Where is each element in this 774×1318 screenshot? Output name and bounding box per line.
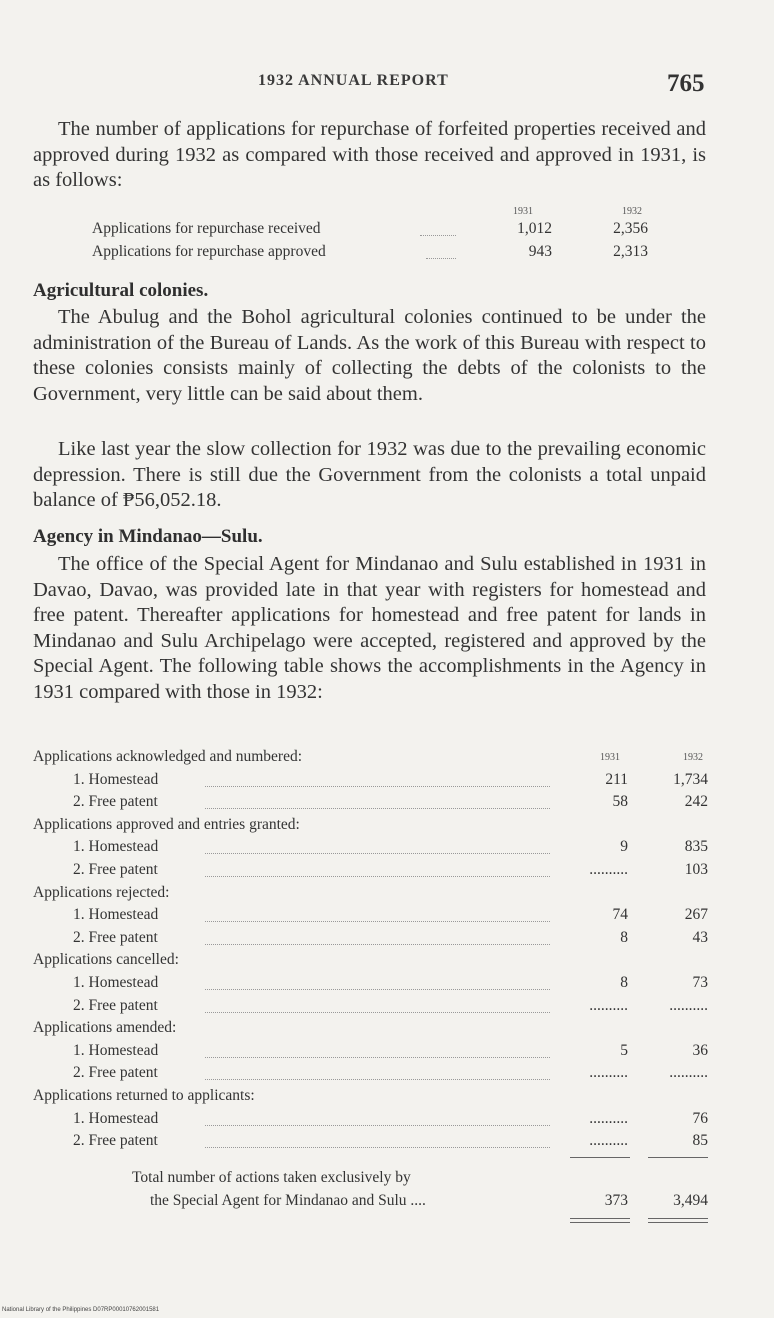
leader-dots [205, 1147, 550, 1148]
table-row [0, 906, 774, 928]
total-label-line2: the Special Agent for Mindanao and Sulu .... [150, 1192, 426, 1209]
value-1932: 1,734 [673, 770, 708, 788]
value-1932: 36 [692, 1041, 708, 1059]
table-row [0, 974, 774, 996]
value-1932: 76 [692, 1109, 708, 1127]
table-row [0, 1110, 774, 1132]
repurchase-value-1932: 2,313 [613, 243, 648, 260]
value-1932: 43 [692, 928, 708, 946]
double-rule-1931 [570, 1222, 630, 1223]
double-rule-1931 [570, 1218, 630, 1219]
leader-dots [205, 989, 550, 990]
value-1931: .......... [589, 996, 628, 1014]
total-value-1931: 373 [604, 1192, 628, 1209]
value-1931: 211 [605, 770, 628, 788]
repurchase-value-1931: 1,012 [517, 220, 552, 237]
value-1932: 267 [684, 906, 708, 924]
group-title-text: Applications returned to applicants: [33, 1087, 255, 1104]
intro-text: The number of applications for repurchase of forfeited properties received and approved during 1932 as compared with those received and approved in 1931, is as follows: [33, 118, 706, 191]
agency-paragraph [33, 552, 706, 705]
leader-dots [205, 786, 550, 787]
row-label: 1. Homestead [73, 770, 159, 788]
leader-dots [205, 1125, 550, 1126]
agri-paragraph-2 [33, 437, 706, 514]
value-1932: 103 [684, 861, 708, 878]
value-1931: 8 [620, 974, 628, 991]
total-rule-1931 [570, 1157, 630, 1158]
table-row [0, 929, 774, 951]
group-title-text: Applications acknowledged and numbered: [33, 748, 303, 765]
value-1932: 73 [692, 974, 708, 991]
group-title-text: Applications amended: [33, 1019, 177, 1037]
total-row-line2 [0, 1192, 774, 1214]
row-label: 1. Homestead [73, 838, 159, 856]
leader-dots [205, 1012, 550, 1013]
repurchase-label: Applications for repurchase approved [92, 243, 326, 260]
double-rule-1932 [648, 1222, 708, 1223]
table-group-title [0, 884, 774, 906]
group-title-text: Applications rejected: [33, 883, 170, 901]
row-label: 1. Homestead [73, 1109, 159, 1127]
row-label: 2. Free patent [73, 793, 158, 811]
repurchase-value-1932: 2,356 [613, 220, 648, 237]
value-1931: .......... [589, 1064, 628, 1082]
row-label: 1. Homestead [73, 974, 159, 991]
agri-paragraph-1 [33, 305, 706, 407]
row-label: 2. Free patent [73, 1132, 158, 1150]
leader-dots [205, 944, 550, 945]
table-row [0, 1132, 774, 1154]
value-1931: .......... [589, 1132, 628, 1150]
row-label: 2. Free patent [73, 996, 158, 1014]
value-1931: 5 [620, 1041, 628, 1059]
table-group-title [0, 1087, 774, 1109]
value-1931: .......... [589, 1109, 628, 1127]
table-row [0, 997, 774, 1019]
table-row [0, 771, 774, 793]
table-year-1932: 1932 [683, 752, 703, 763]
row-label: 2. Free patent [73, 1064, 158, 1082]
total-rule-1932 [648, 1157, 708, 1158]
repurchase-year-1932: 1932 [622, 206, 642, 217]
repurchase-row [0, 220, 774, 242]
table-year-1931: 1931 [600, 752, 620, 763]
row-label: 2. Free patent [73, 928, 158, 946]
total-row-line1 [0, 1169, 774, 1191]
row-label: 1. Homestead [73, 906, 159, 924]
value-1932: 242 [684, 793, 708, 811]
group-title-text: Applications approved and entries granted: [33, 815, 300, 833]
group-title-text: Applications cancelled: [33, 951, 179, 969]
value-1932: .......... [669, 996, 708, 1014]
library-credit: National Library of the Philippines D07RP00010762001581 [2, 1307, 160, 1313]
page-number: 765 [667, 70, 705, 97]
repurchase-label: Applications for repurchase received [92, 220, 321, 237]
value-1931: 74 [612, 906, 628, 924]
total-value-1932: 3,494 [673, 1192, 708, 1209]
table-row [0, 1042, 774, 1064]
table-group-title [0, 1019, 774, 1041]
repurchase-row [0, 243, 774, 265]
value-1931: 8 [620, 928, 628, 946]
row-label: 1. Homestead [73, 1041, 159, 1059]
leader-dots [205, 921, 550, 922]
value-1931: 58 [612, 793, 628, 811]
table-row [0, 1064, 774, 1086]
table-row [0, 838, 774, 860]
leader-dots [205, 853, 550, 854]
leader-dots [205, 1079, 550, 1080]
section-heading-agency: Agency in Mindanao—Sulu. [33, 526, 263, 547]
intro-paragraph [33, 117, 706, 194]
value-1932: 835 [684, 838, 708, 856]
table-group-title [0, 951, 774, 973]
value-1931: 9 [620, 838, 628, 856]
agri-text-2: Like last year the slow collection for 1932 was due to the prevailing economic depression. There is still due the Government from the colonists a total unpaid balance of ₱56,052.18. [33, 438, 706, 511]
table-row [0, 861, 774, 883]
section-heading-agricultural-colonies: Agricultural colonies. [33, 280, 209, 301]
value-1932: 85 [692, 1132, 708, 1150]
agri-text-1: The Abulug and the Bohol agricultural colonies continued to be under the administration of the Bureau of Lands. As the work of this Bureau with respect to these colonies consists mainly of collecting the debts of the colonists to the Government, very little can be said about them. [33, 306, 706, 405]
row-label: 2. Free patent [73, 861, 158, 878]
total-label-line1: Total number of actions taken exclusively by [132, 1169, 411, 1186]
repurchase-year-1931: 1931 [513, 206, 533, 217]
leader-dots [205, 876, 550, 877]
table-row [0, 793, 774, 815]
double-rule-1932 [648, 1218, 708, 1219]
value-1932: .......... [669, 1064, 708, 1082]
table-group-title [0, 816, 774, 838]
leader-dots [426, 258, 456, 259]
leader-dots [420, 235, 456, 236]
value-1931: .......... [589, 861, 628, 878]
table-group-title [0, 748, 774, 770]
leader-dots [205, 1057, 550, 1058]
agency-text: The office of the Special Agent for Mindanao and Sulu established in 1931 in Davao, Davao, was provided late in that year with registers for homestead and free patent. Thereafter applications for homestead and free patent for lands in Mindanao and Sulu Archipelago were accepted, registered and approved by the Special Agent. The following table shows the accomplishments in the Agency in 1931 compared with those in 1932: [33, 553, 706, 703]
leader-dots [205, 808, 550, 809]
running-head: 1932 ANNUAL REPORT [258, 72, 449, 89]
repurchase-value-1931: 943 [528, 243, 552, 260]
